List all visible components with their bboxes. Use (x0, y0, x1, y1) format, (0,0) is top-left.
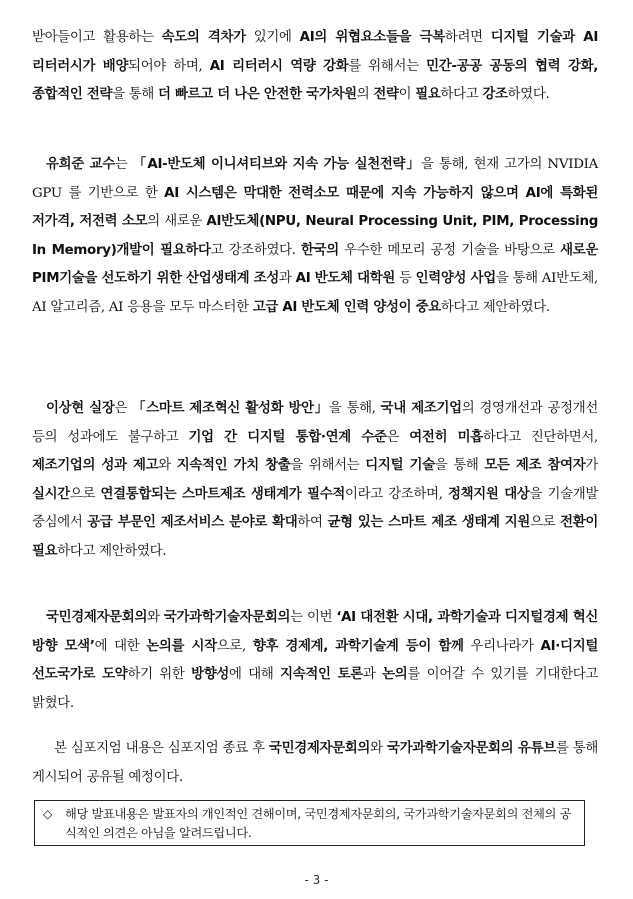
body-text: 는 (114, 157, 133, 172)
emphasis-text: 향후 경제계, 과학기술계 등이 함께 (252, 638, 464, 654)
emphasis-text: 강조 (482, 87, 508, 102)
emphasis-text: AI 리터러시 역량 강화 (209, 58, 349, 74)
body-text: 은 (114, 401, 133, 416)
emphasis-text: 지속적인 토론 (280, 667, 363, 682)
paragraph-smart-manufacturing (32, 395, 598, 566)
body-text: 받아들이고 활용하는 (32, 30, 162, 45)
emphasis-text: 디지털 기술 (365, 458, 435, 473)
emphasis-text: AI반도체(NPU, Neural Processing Unit, PIM, Processing In Memory)개발이 필요하다 (32, 214, 598, 258)
emphasis-text: 실시간 (32, 486, 70, 502)
emphasis-text: 필요 (415, 87, 441, 102)
emphasis-text: 기업 간 디지털 통합·연계 수준 (188, 429, 387, 445)
emphasis-text: 민간-공공 공동의 협력 강화, 종합적인 전략 (32, 58, 598, 102)
emphasis-text: 연결통합되는 스마트제조 생태계가 필수적 (100, 486, 345, 502)
paragraph-advisory-councils (32, 604, 598, 718)
body-text: 의 새로운 (147, 214, 207, 229)
body-text: 이 (398, 87, 416, 102)
body-text: 으로, (216, 638, 253, 654)
diamond-bullet-icon: ◇ (43, 807, 52, 821)
body-text: 을 기술개발 중심에서 (32, 486, 598, 530)
body-text: 하다고 (440, 87, 483, 102)
emphasis-text: 한국의 (300, 242, 339, 258)
emphasis-text: 인력양성 사업 (415, 271, 496, 286)
emphasis-text: 국가과학기술자문회의 유튜브 (386, 741, 556, 756)
body-text: 등 (395, 271, 416, 286)
body-text: 본 심포지엄 내용은 심포지엄 종료 후 (54, 741, 269, 756)
body-text: 으로 (530, 515, 561, 530)
emphasis-text: 속도의 격차가 (161, 30, 246, 45)
emphasis-text: 전환이 필요 (32, 515, 598, 559)
body-text: 을 통해, (328, 401, 381, 416)
body-text: 있기에 (245, 30, 300, 45)
emphasis-text: AI 반도체 대학원 (295, 271, 396, 286)
body-text: 를 위해서는 (348, 58, 427, 74)
emphasis-text: 제조기업의 성과 제고 (32, 458, 159, 473)
emphasis-text: 디지털 기술과 AI 리터러시가 배양 (32, 30, 598, 74)
paragraph-ai-literacy (32, 24, 598, 110)
body-text: 을 통해 (434, 458, 485, 473)
emphasis-text: 고급 AI 반도체 인력 양성이 중요 (252, 299, 441, 315)
emphasis-text: 국가과학기술자문회의 (163, 610, 291, 625)
body-text: 하다고 진단하면서, (482, 429, 598, 445)
emphasis-text: 논의 (382, 667, 408, 682)
body-text: 와 (158, 458, 177, 473)
body-text: 으로 (69, 486, 101, 502)
body-text: 의 경영개선과 공정개선 등의 성과에도 불구하고 (32, 401, 598, 445)
emphasis-text: AI 시스템은 막대한 전력소모 때문에 지속 가능하지 않으며 AI에 특화된 저가격, 저전력 소모 (32, 185, 598, 229)
emphasis-text: 모든 제조 참여자 (484, 458, 586, 473)
paragraph-youtube-notice (32, 735, 598, 792)
body-text: 을 통해 (112, 87, 159, 102)
emphasis-text: 「스마트 제조혁신 활성화 방안」 (132, 401, 329, 416)
body-text: 를 이어갈 수 있기를 기대한다고 밝혔다. (32, 667, 598, 711)
body-text: 와 (370, 741, 387, 756)
body-text: 을 위해서는 (290, 458, 366, 473)
body-text: 우리나라가 (463, 638, 541, 654)
body-text: 우수한 메모리 공정 기술을 바탕으로 (338, 242, 561, 258)
emphasis-text: 지속적인 가치 창출 (176, 458, 291, 473)
emphasis-text: 국민경제자문회의 (46, 610, 148, 625)
body-text: 고 강조하였다. (210, 242, 301, 258)
emphasis-text: 방향성 (191, 667, 230, 682)
emphasis-text: 이상현 실장 (46, 401, 115, 416)
body-text: 에 대한 (94, 638, 147, 654)
body-text: 하기 위한 (127, 667, 192, 682)
emphasis-text: AI의 위협요소들을 극복 (299, 30, 445, 45)
body-text: 의 (356, 87, 374, 102)
body-text: 이라고 강조하며, (345, 486, 448, 502)
emphasis-text: 논의를 시작 (146, 638, 217, 654)
body-text: 하다고 제안하였다. (440, 299, 550, 315)
disclaimer-box (34, 800, 585, 846)
body-text: 되어야 하며, (128, 58, 210, 74)
emphasis-text: 「AI-반도체 이니셔티브와 지속 가능 실천전략」 (132, 157, 422, 172)
body-text: 가 (585, 458, 599, 473)
paragraph-ai-semiconductor (32, 151, 598, 322)
body-text: 과 (279, 271, 296, 286)
emphasis-text: ‘AI 대전환 시대, 과학기술과 디지털경제 혁신 방향 모색’ (32, 610, 598, 654)
emphasis-text: 국민경제자문회의 (268, 741, 371, 756)
body-text: 는 이번 (290, 610, 337, 625)
emphasis-text: 유희준 교수 (46, 157, 115, 172)
body-text: 하였다. (507, 87, 550, 102)
body-text: 하려면 (444, 30, 491, 45)
emphasis-text: 균형 있는 스마트 제조 생태계 지원 (327, 515, 531, 530)
body-text: 을 통해, 현재 고가의 NVIDIA GPU 를 기반으로 한 (32, 157, 599, 201)
emphasis-text: 정책지원 대상 (448, 486, 530, 502)
body-text: 에 대해 (229, 667, 281, 682)
body-text: 과 (362, 667, 383, 682)
emphasis-text: AI·디지털 선도국가로 도약 (32, 638, 598, 682)
page-number: - 3 - (304, 873, 329, 887)
body-text: 은 (386, 429, 410, 445)
body-text: 와 (147, 610, 164, 625)
body-text: 을 통해 AI반도체, AI 알고리즘, AI 응용을 모두 마스터한 (32, 271, 598, 315)
emphasis-text: 더 빠르고 더 나은 안전한 국가차원 (158, 87, 357, 102)
emphasis-text: 전략 (373, 87, 399, 102)
body-text: 하다고 제안하였다. (57, 543, 167, 559)
body-text: 를 통해 게시되어 공유될 예정이다. (32, 741, 598, 785)
emphasis-text: 여전히 미흡 (409, 429, 483, 445)
emphasis-text: 국내 제조기업 (380, 401, 462, 416)
emphasis-text: 새로운 PIM기술을 선도하기 위한 산업생태계 조성 (32, 242, 598, 286)
disclaimer-text: 해당 발표내용은 발표자의 개인적인 견해이며, 국민경제자문회의, 국가과학기술자문회의 전체의 공식적인 의견은 아님을 알려드립니다. (65, 807, 572, 840)
emphasis-text: 공급 부문인 제조서비스 분야로 확대 (87, 515, 298, 530)
body-text: 하여 (297, 515, 328, 530)
